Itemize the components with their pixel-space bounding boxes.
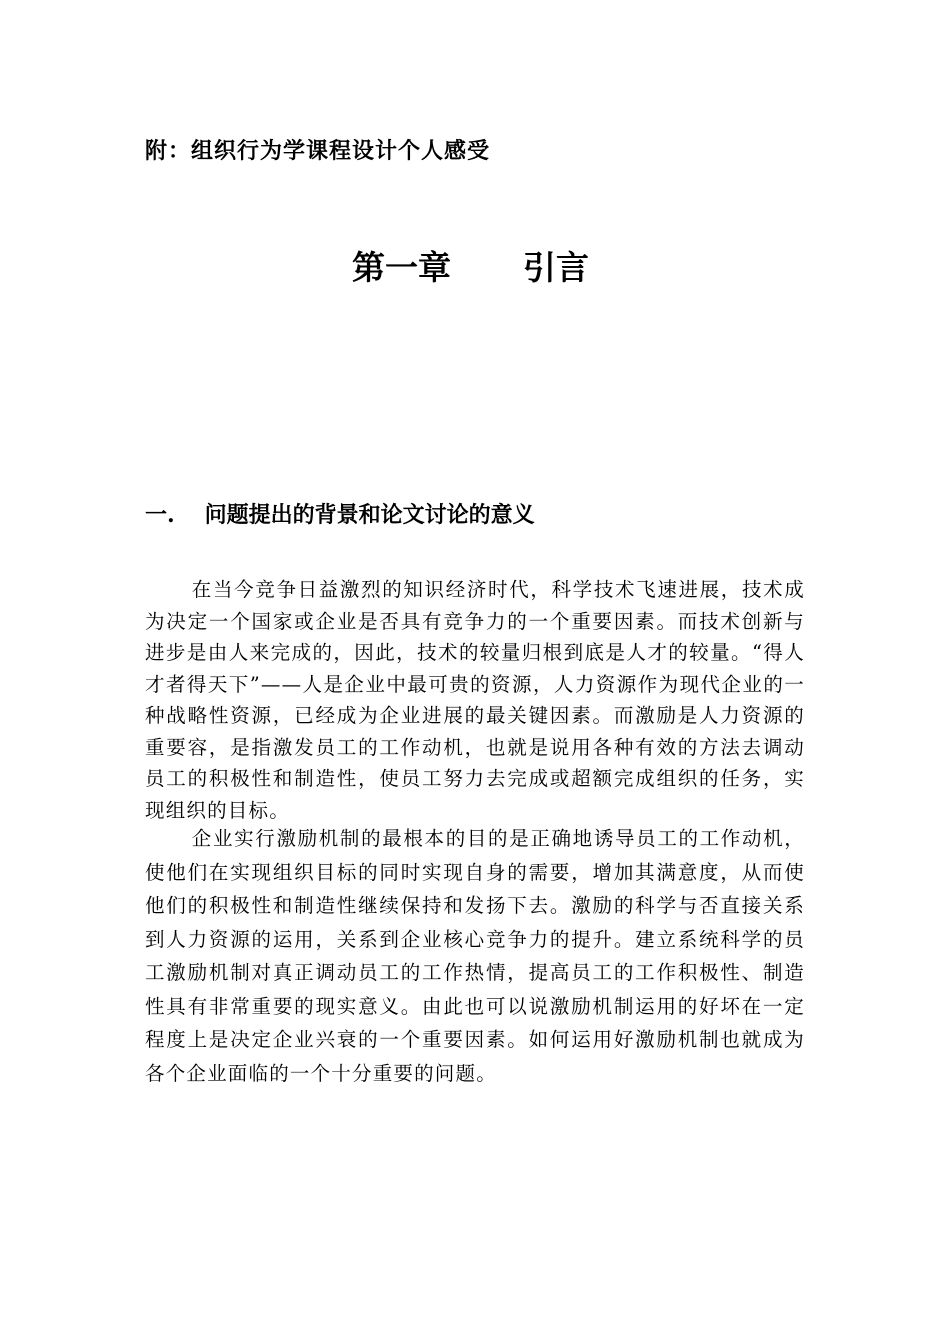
appendix-title: 附：组织行为学课程设计个人感受 — [145, 138, 491, 164]
section-number: 一. — [145, 502, 175, 528]
chapter-number: 第一章 — [352, 248, 451, 287]
body-paragraph-1: 在当今竞争日益激烈的知识经济时代，科学技术飞速进展，技术成为决定一个国家或企业是否具有竞争力的一个重要因素。而技术创新与进步是由人来完成的，因此，技术的较量归根到底是人才的较量。“得人才者得天下”——人是企业中最可贵的资源，人力资源作为现代企业的一种战略性资源，已经成为企业进展的最关键因素。而激励是人力资源的重要容，是指激发员工的工作动机，也就是说用各种有效的方法去调动员工的积极性和制造性，使员工努力去完成或超额完成组织的任务，实现组织的目标。 — [145, 578, 805, 822]
section-heading — [145, 498, 535, 529]
body-paragraph-2: 企业实行激励机制的最根本的目的是正确地诱导员工的工作动机，使他们在实现组织目标的同时实现自身的需要，增加其满意度，从而使他们的积极性和制造性继续保持和发扬下去。激励的科学与否直接关系到人力资源的运用，关系到企业核心竞争力的提升。建立系统科学的员工激励机制对真正调动员工的工作热情，提高员工的工作积极性、制造性具有非常重要的现实意义。由此也可以说激励机制运用的好坏在一定程度上是决定企业兴衰的一个重要因素。如何运用好激励机制也就成为各个企业面临的一个十分重要的问题。 — [145, 827, 805, 1085]
section-title: 问题提出的背景和论文讨论的意义 — [204, 502, 535, 528]
chapter-title — [352, 242, 589, 289]
chapter-name: 引言 — [523, 248, 589, 287]
